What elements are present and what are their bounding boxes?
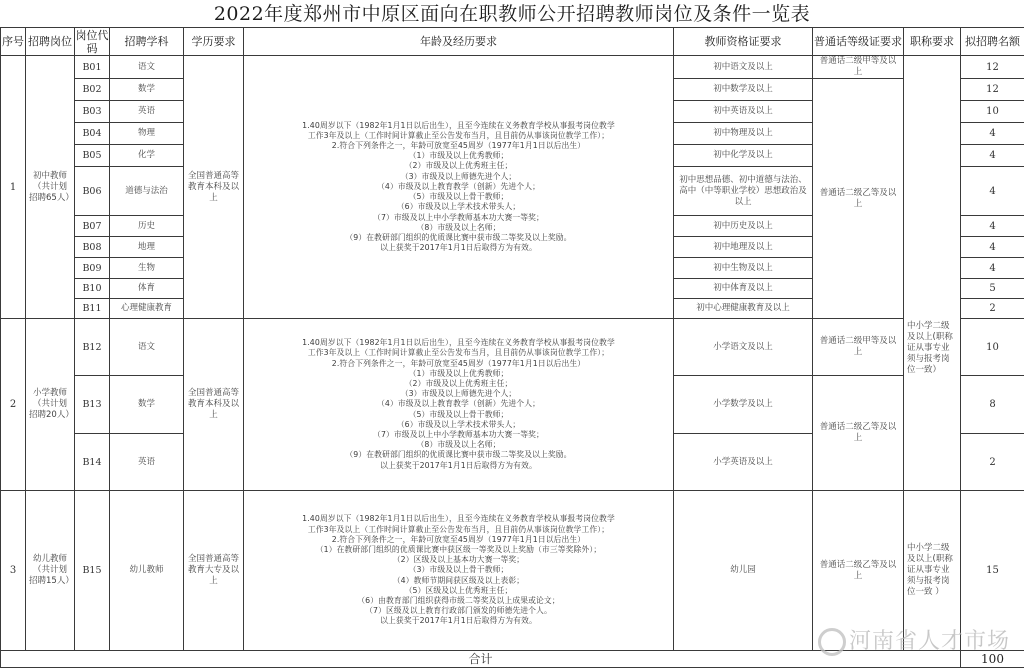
subject: 体育 bbox=[110, 279, 184, 299]
header-seq: 序号 bbox=[1, 28, 26, 56]
req-line: （2）市级及以上优秀班主任； bbox=[244, 379, 673, 389]
quota: 2 bbox=[961, 434, 1024, 491]
subject: 物理 bbox=[110, 123, 184, 145]
mandarin-req: 普通话二级乙等及以上 bbox=[813, 376, 904, 491]
req-line: 工作3年及以上（工作时间计算截止至公告发布当月，且目前仍从事该岗位教学工作）； bbox=[244, 131, 673, 141]
quota: 4 bbox=[961, 237, 1024, 258]
subject: 幼儿教师 bbox=[110, 491, 184, 651]
req-line: （7）区级及以上教育行政部门颁发的师德先进个人。 bbox=[244, 606, 673, 616]
subject: 化学 bbox=[110, 145, 184, 167]
position-code: B11 bbox=[75, 299, 110, 319]
certificate-req: 初中英语及以上 bbox=[674, 101, 813, 123]
page-title: 2022年度郑州市中原区面向在职教师公开招聘教师岗位及条件一览表 bbox=[0, 0, 1024, 27]
req-line: （3）市级及以上师德先进个人； bbox=[244, 389, 673, 399]
age-experience-req bbox=[244, 319, 674, 491]
section-position: 初中教师（共计划招聘65人） bbox=[26, 56, 75, 319]
quota: 12 bbox=[961, 79, 1024, 101]
certificate-req: 初中物理及以上 bbox=[674, 123, 813, 145]
table-row bbox=[1, 56, 1024, 79]
section-seq: 3 bbox=[1, 491, 26, 651]
certificate-req: 小学英语及以上 bbox=[674, 434, 813, 491]
subject: 数学 bbox=[110, 376, 184, 434]
req-line: 2.符合下列条件之一，年龄可放宽至45周岁（1977年1月1日以后出生） bbox=[244, 359, 673, 369]
req-line: （4）市级及以上教育教学（创新）先进个人； bbox=[244, 182, 673, 192]
quota: 10 bbox=[961, 101, 1024, 123]
req-line: （4）教师节期间获区级及以上表彰； bbox=[244, 576, 673, 586]
header-row bbox=[1, 28, 1024, 56]
req-line: 2.符合下列条件之一，年龄可放宽至45周岁（1977年1月1日以后出生） bbox=[244, 535, 673, 545]
certificate-req: 初中语文及以上 bbox=[674, 56, 813, 79]
position-code: B14 bbox=[75, 434, 110, 491]
header-quota: 拟招聘名额 bbox=[961, 28, 1024, 56]
position-code: B06 bbox=[75, 167, 110, 216]
watermark-text: 河南省人才市场 bbox=[849, 629, 1010, 654]
header-mandarin: 普通话等级证要求 bbox=[813, 28, 904, 56]
header-code: 岗位代码 bbox=[75, 28, 110, 56]
req-line: 1.40周岁以下（1982年1月1日以后出生），且至今连续在义务教育学校从事报考岗位教学 bbox=[244, 514, 673, 524]
header-certificate: 教师资格证要求 bbox=[674, 28, 813, 56]
req-line: （5）区级及以上优秀班主任； bbox=[244, 586, 673, 596]
quota: 2 bbox=[961, 299, 1024, 319]
quota: 4 bbox=[961, 123, 1024, 145]
req-line: （8）市级及以上名师； bbox=[244, 223, 673, 233]
req-line: （5）市级及以上骨干教师； bbox=[244, 192, 673, 202]
req-line: 2.符合下列条件之一，年龄可放宽至45周岁（1977年1月1日以后出生） bbox=[244, 141, 673, 151]
subject: 英语 bbox=[110, 101, 184, 123]
req-line: （1）市级及以上优秀教师； bbox=[244, 369, 673, 379]
position-code: B04 bbox=[75, 123, 110, 145]
subject: 数学 bbox=[110, 79, 184, 101]
position-code: B10 bbox=[75, 279, 110, 299]
header-position: 招聘岗位 bbox=[26, 28, 75, 56]
req-line: （9）在教研部门组织的优质课比赛中获市级二等奖及以上奖励。 bbox=[244, 450, 673, 460]
header-education: 学历要求 bbox=[184, 28, 244, 56]
position-code: B03 bbox=[75, 101, 110, 123]
req-line: （7）市级及以上中小学教师基本功大赛一等奖； bbox=[244, 430, 673, 440]
section-position: 小学教师（共计划招聘20人） bbox=[26, 319, 75, 491]
certificate-req: 初中心理健康教育及以上 bbox=[674, 299, 813, 319]
position-code: B13 bbox=[75, 376, 110, 434]
req-line: 工作3年及以上（工作时间计算截止至公告发布当月，且目前仍从事该岗位教学工作）； bbox=[244, 348, 673, 358]
mandarin-req: 普通话二级甲等及以上 bbox=[813, 56, 904, 79]
certificate-req: 幼儿园 bbox=[674, 491, 813, 651]
req-line: 以上获奖于2017年1月1日后取得方为有效。 bbox=[244, 461, 673, 471]
subject: 语文 bbox=[110, 56, 184, 79]
certificate-req: 初中生物及以上 bbox=[674, 258, 813, 279]
mandarin-req: 普通话二级乙等及以上 bbox=[813, 79, 904, 319]
title-req bbox=[904, 56, 961, 491]
certificate-req: 初中历史及以上 bbox=[674, 216, 813, 237]
certificate-req: 初中地理及以上 bbox=[674, 237, 813, 258]
certificate-req: 初中体育及以上 bbox=[674, 279, 813, 299]
subject: 英语 bbox=[110, 434, 184, 491]
subject: 生物 bbox=[110, 258, 184, 279]
recruitment-table bbox=[0, 27, 1024, 668]
subject: 心理健康教育 bbox=[110, 299, 184, 319]
subject: 语文 bbox=[110, 319, 184, 376]
section-seq: 2 bbox=[1, 319, 26, 491]
header-age-experience: 年龄及经历要求 bbox=[244, 28, 674, 56]
section-position: 幼儿教师（共计划招聘15人） bbox=[26, 491, 75, 651]
quota: 8 bbox=[961, 376, 1024, 434]
position-code: B12 bbox=[75, 319, 110, 376]
total-row bbox=[1, 651, 1024, 668]
quota: 15 bbox=[961, 491, 1024, 651]
position-code: B02 bbox=[75, 79, 110, 101]
req-line: （4）市级及以上教育教学（创新）先进个人； bbox=[244, 399, 673, 409]
quota: 5 bbox=[961, 279, 1024, 299]
section-seq: 1 bbox=[1, 56, 26, 319]
req-line: （1）市级及以上优秀教师； bbox=[244, 151, 673, 161]
quota: 10 bbox=[961, 319, 1024, 376]
req-line: 以上获奖于2017年1月1日后取得方为有效。 bbox=[244, 243, 673, 253]
req-line: （7）市级及以上中小学教师基本功大赛一等奖； bbox=[244, 213, 673, 223]
header-subject: 招聘学科 bbox=[110, 28, 184, 56]
req-line: （2）区级及以上基本功大赛一等奖； bbox=[244, 555, 673, 565]
req-line: （5）市级及以上骨干教师； bbox=[244, 410, 673, 420]
table-row bbox=[1, 319, 1024, 376]
quota: 4 bbox=[961, 145, 1024, 167]
req-line: （6）市级及以上学术技术带头人； bbox=[244, 420, 673, 430]
req-line: （6）由教育部门组织获得市级二等奖及以上成果或论文； bbox=[244, 596, 673, 606]
subject: 地理 bbox=[110, 237, 184, 258]
req-line: （6）市级及以上学术技术带头人； bbox=[244, 202, 673, 212]
certificate-req: 初中思想品德、初中道德与法治、高中（中等职业学校）思想政治及以上 bbox=[674, 167, 813, 216]
position-code: B05 bbox=[75, 145, 110, 167]
req-line: 1.40周岁以下（1982年1月1日以后出生），且至今连续在义务教育学校从事报考岗位教学 bbox=[244, 121, 673, 131]
req-line: （3）市级及以上骨干教师； bbox=[244, 565, 673, 575]
certificate-req: 初中数学及以上 bbox=[674, 79, 813, 101]
education-req: 全国普通高等教育本科及以上 bbox=[184, 56, 244, 319]
title-req: 中小学二级及以上(职称证从事专业须与报考岗位一致 ） bbox=[904, 491, 961, 651]
header-title-req: 职称要求 bbox=[904, 28, 961, 56]
req-line: （9）在教研部门组织的优质课比赛中获市级二等奖及以上奖励。 bbox=[244, 233, 673, 243]
req-line: （3）市级及以上师德先进个人； bbox=[244, 172, 673, 182]
req-line: 工作3年及以上（工作时间计算截止至公告发布当月，且目前仍从事该岗位教学工作）； bbox=[244, 525, 673, 535]
subject: 历史 bbox=[110, 216, 184, 237]
position-code: B01 bbox=[75, 56, 110, 79]
req-line: （8）市级及以上名师； bbox=[244, 440, 673, 450]
quota: 4 bbox=[961, 216, 1024, 237]
subject: 道德与法治 bbox=[110, 167, 184, 216]
quota: 4 bbox=[961, 258, 1024, 279]
total-value: 100 bbox=[961, 651, 1024, 668]
certificate-req: 初中化学及以上 bbox=[674, 145, 813, 167]
position-code: B08 bbox=[75, 237, 110, 258]
age-experience-req bbox=[244, 56, 674, 319]
req-line: 以上获奖于2017年1月1日后取得方为有效。 bbox=[244, 616, 673, 626]
education-req: 全国普通高等教育本科及以上 bbox=[184, 319, 244, 491]
certificate-req: 小学数学及以上 bbox=[674, 376, 813, 434]
req-line: （1）在教研部门组织的优质课比赛中获区级一等奖及以上奖励（市三等奖除外）； bbox=[244, 545, 673, 555]
education-req: 全国普通高等教育大专及以上 bbox=[184, 491, 244, 651]
quota: 4 bbox=[961, 167, 1024, 216]
position-code: B09 bbox=[75, 258, 110, 279]
req-line: 1.40周岁以下（1982年1月1日以后出生），且至今连续在义务教育学校从事报考岗位教学 bbox=[244, 338, 673, 348]
title-req-text: 中小学二级及以上(职称证从事专业须与报考岗位一致） bbox=[907, 321, 957, 376]
mandarin-req: 普通话二级乙等及以上 bbox=[813, 491, 904, 651]
certificate-req: 小学语文及以上 bbox=[674, 319, 813, 376]
mandarin-req: 普通话二级甲等及以上 bbox=[813, 319, 904, 376]
age-experience-req bbox=[244, 491, 674, 651]
req-line: （2）市级及以上优秀班主任； bbox=[244, 161, 673, 171]
quota: 12 bbox=[961, 56, 1024, 79]
table-row bbox=[1, 491, 1024, 651]
position-code: B07 bbox=[75, 216, 110, 237]
total-label: 合计 bbox=[1, 651, 961, 668]
position-code: B15 bbox=[75, 491, 110, 651]
